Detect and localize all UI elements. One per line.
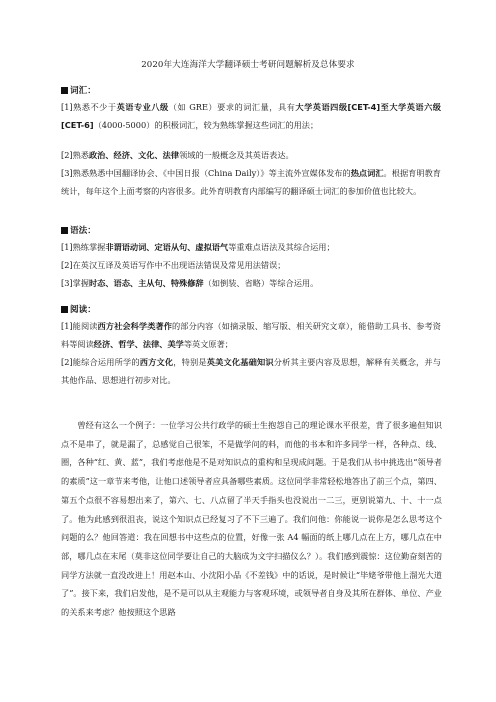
vocab-item-1: [1]熟悉不少于英语专业八级（如 GRE）要求的词汇量，具有大学英语四级[CET-4]至大学英语六级[CET-6]（4000-5000）的积极词汇，较为熟练掌握这些词汇的用法； [61, 102, 441, 130]
reading-heading: 阅读： [61, 303, 96, 315]
vocab-item-3: [3]熟悉熟悉中国翻译协会、《中国日报（China Daily）》等主流外宣媒体发布的热点词汇。根据育明教育统计，每年这个上面考察的内容很多。此外育明教育内部编写的翻译硕士词汇的参加价值也比较大。 [61, 168, 441, 196]
document-title: 2020年大连海洋大学翻译硕士考研问题解析及总体要求 [141, 60, 355, 70]
grammar-heading: 语法： [61, 224, 96, 236]
grammar-item-1: [1]熟练掌握非谓语动词、定语从句、虚拟语气等重难点语法及其综合运用； [61, 242, 335, 252]
essay-paragraph: 曾经有这么一个例子：一位学习公共行政学的硕士生抱怨自己的理论课水平很差，背了很多遍但知识点不是串了，就是漏了，总感觉自己很笨，不是做学问的料，而他的书本和许多同学一样，各种点、线、圈，各种“红、黄、蓝”，我们考虑他是不是对知识点的重构和呈现成问题。于是我们从书中挑选出“领导者的素质”这一章节来考他，让他口述领导者应具备哪些素质。这位同学非常轻松地答出了前三个点，第四、第五个点很不容易想出来了，第六、七、八点留了半天手指头也没说出一二三，更别说第九、十、十一点了。他为此感到很沮丧，说这个知识点已经复习了不下三遍了。我们问他：你能说一说你是怎么思考这个问题的么？他回答道：我在回想书中这些点的位置，好像一张 A4 幅面的纸上哪几点在上方，哪几点在中部，哪几点在末尾（莫非这位同学要让自己的大脑成为文字扫描仪么？）。我们感到震惊：这位勤奋刻苦的同学方法就一直没改进上！用赵本山、小沈阳小品《不差钱》中的话说，是时候让“毕姥爷带他上溜光大道了”。接下来，我们启发他，是不是可以从主观能力与客观环境，或领导者自身及其所在群体、单位、产业的关系来考虑？他按照这个思路 [61, 420, 442, 618]
vocab-item-2: [2]熟悉政治、经济、文化、法律领域的一般概念及其英语表达。 [61, 150, 294, 160]
square-bullet-icon [61, 306, 68, 313]
grammar-item-3: [3]掌握时态、语态、主从句、特殊修辞（如倒装、省略）等综合运用。 [61, 278, 319, 288]
grammar-item-2: [2]在英汉互译及英语写作中不出现语法错误及常见用法错误； [61, 260, 286, 270]
reading-item-2: [2]能综合运用所学的西方文化，特别是英美文化基础知识分析其主要内容及思想，解释有关概念，并与其他作品、思想进行初步对比。 [61, 357, 441, 385]
reading-item-1: [1]能阅读西方社会科学类著作的部分内容（如摘录版、缩写版、相关研究文章），能借助工具书、参考资料等阅读经济、哲学、法律、美学等英文原著； [61, 321, 441, 349]
square-bullet-icon [61, 227, 68, 234]
vocab-heading: 词汇： [61, 84, 96, 96]
square-bullet-icon [61, 87, 68, 94]
